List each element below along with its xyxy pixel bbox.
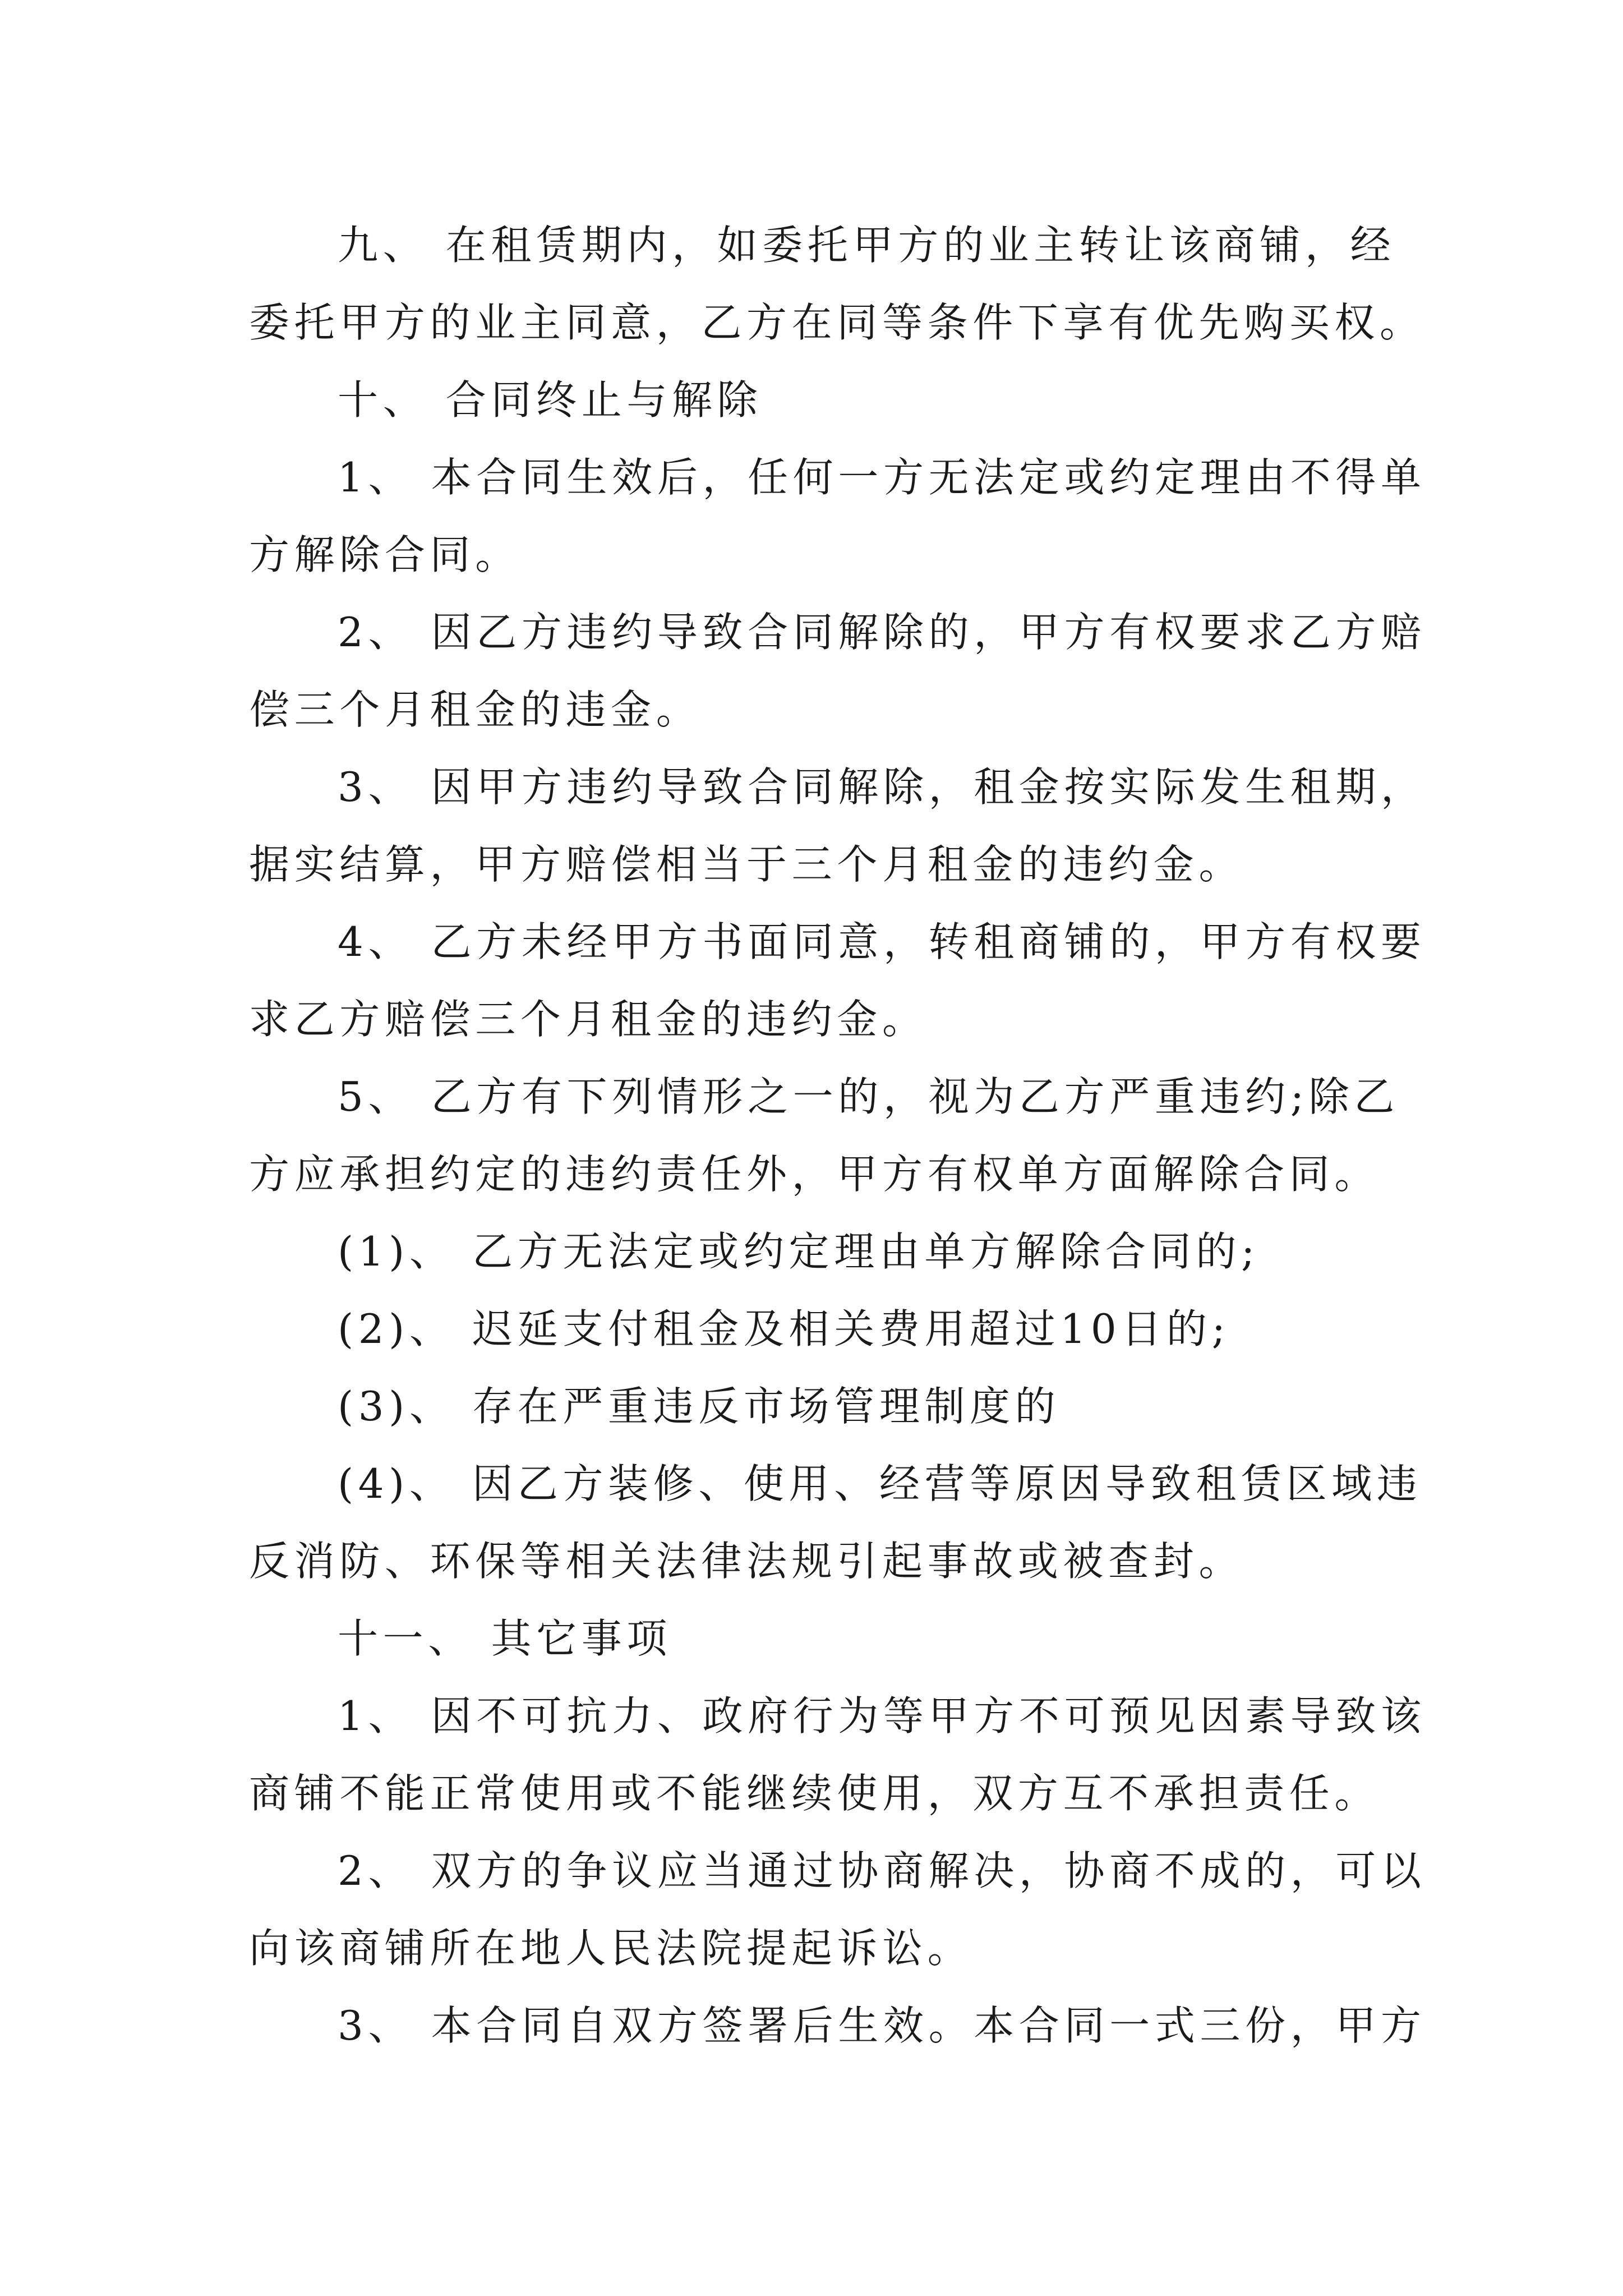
clause-11-3-line-1: 3、 本合同自双方签署后生效。本合同一式三份，甲方 [338, 2002, 1426, 2049]
clause-10-5-line-2: 方应承担约定的违约责任外，甲方有权单方面解除合同。 [249, 1151, 1380, 1198]
section-11-heading: 十一、 其它事项 [338, 1615, 672, 1662]
clause-11-1-line-2: 商铺不能正常使用或不能继续使用，双方互不承担责任。 [249, 1770, 1380, 1817]
clause-9-line-1: 九、 在租赁期内，如委托甲方的业主转让该商铺，经 [338, 222, 1396, 269]
clause-10-1-line-1: 1、 本合同生效后，任何一方无法定或约定理由不得单 [338, 454, 1426, 501]
sub-item-1: (1)、 乙方无法定或约定理由单方解除合同的; [338, 1228, 1260, 1275]
clause-11-1-line-1: 1、 因不可抗力、政府行为等甲方不可预见因素导致该 [338, 1692, 1426, 1740]
sub-item-4-line-1: (4)、 因乙方装修、使用、经营等原因导致租赁区域违 [338, 1460, 1422, 1507]
sub-item-4-line-2: 反消防、环保等相关法律法规引起事故或被查封。 [249, 1538, 1244, 1585]
clause-10-4-line-1: 4、 乙方未经甲方书面同意，转租商铺的，甲方有权要 [338, 918, 1426, 965]
clause-10-1-line-2: 方解除合同。 [249, 531, 520, 578]
clause-10-3-line-2: 据实结算，甲方赔偿相当于三个月租金的违约金。 [249, 841, 1244, 888]
clause-10-5-line-1: 5、 乙方有下列情形之一的，视为乙方严重违约;除乙 [338, 1073, 1399, 1120]
section-10-heading: 十、 合同终止与解除 [338, 376, 763, 424]
sub-item-3: (3)、 存在严重违反市场管理制度的 [338, 1383, 1061, 1430]
clause-10-2-line-1: 2、 因乙方违约导致合同解除的，甲方有权要求乙方赔 [338, 609, 1426, 656]
clause-11-2-line-1: 2、 双方的争议应当通过协商解决，协商不成的，可以 [338, 1847, 1426, 1894]
clause-10-2-line-2: 偿三个月租金的违金。 [249, 686, 702, 733]
clause-9-line-2: 委托甲方的业主同意，乙方在同等条件下享有优先购买权。 [249, 299, 1425, 346]
clause-11-2-line-2: 向该商铺所在地人民法院提起诉讼。 [249, 1925, 973, 1972]
sub-item-2: (2)、 迟延支付租金及相关费用超过10日的; [338, 1305, 1230, 1352]
clause-10-4-line-2: 求乙方赔偿三个月租金的违约金。 [249, 996, 928, 1043]
clause-10-3-line-1: 3、 因甲方违约导致合同解除，租金按实际发生租期， [338, 763, 1426, 811]
